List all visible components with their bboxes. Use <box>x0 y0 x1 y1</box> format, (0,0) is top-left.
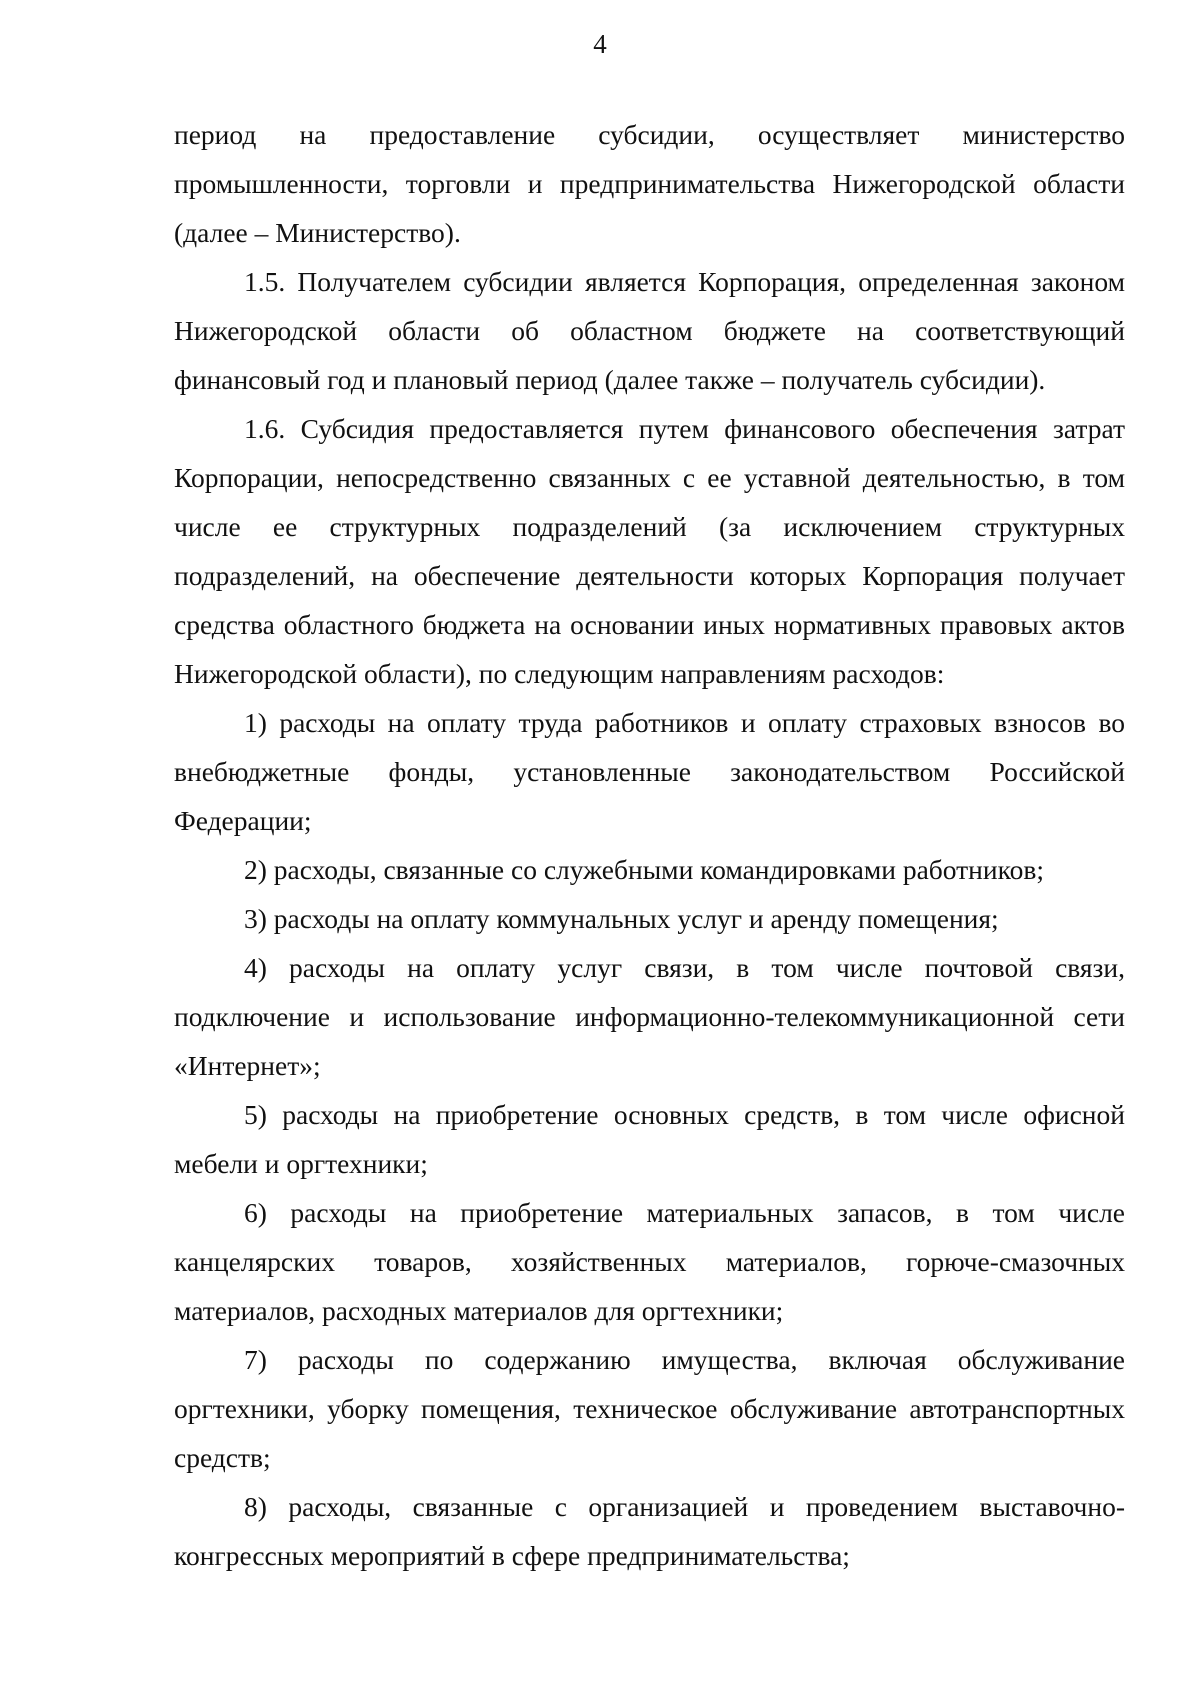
list-item-4: 4) расходы на оплату услуг связи, в том числе почтовой связи, подключение и использование информационно-телекоммуникационной сети «Интернет»; <box>174 952 1125 1081</box>
list-item-3: 3) расходы на оплату коммунальных услуг и аренду помещения; <box>244 903 999 934</box>
list-item-8: 8) расходы, связанные с организацией и проведением выставочно-конгрессных мероприятий в сфере предпринимательства; <box>174 1491 1125 1571</box>
list-item-2: 2) расходы, связанные со служебными командировками работников; <box>244 854 1044 885</box>
paragraph-continuation: период на предоставление субсидии, осуществляет министерство промышленности, торговли и предпринимательства Нижегородской области (далее – Министерство). <box>174 119 1125 248</box>
page-number: 4 <box>593 29 607 59</box>
list-item-7: 7) расходы по содержанию имущества, включая обслуживание оргтехники, уборку помещения, техническое обслуживание автотранспортных средств; <box>174 1344 1125 1473</box>
list-item-6: 6) расходы на приобретение материальных запасов, в том числе канцелярских товаров, хозяйственных материалов, горюче-смазочных материалов, расходных материалов для оргтехники; <box>174 1197 1125 1326</box>
paragraph-1-5: 1.5. Получателем субсидии является Корпорация, определенная законом Нижегородской области об областном бюджете на соответствующий финансовый год и плановый период (далее также – получатель субсидии). <box>174 266 1125 395</box>
list-item-5: 5) расходы на приобретение основных средств, в том числе офисной мебели и оргтехники; <box>174 1099 1125 1179</box>
list-item-1: 1) расходы на оплату труда работников и оплату страховых взносов во внебюджетные фонды, установленные законодательством Российской Федерации; <box>174 707 1125 836</box>
document-body <box>174 110 1125 1580</box>
paragraph-1-6: 1.6. Субсидия предоставляется путем финансового обеспечения затрат Корпорации, непосредственно связанных с ее уставной деятельностью, в том числе ее структурных подразделений (за исключением структурных подразделений, на обеспечение деятельности которых Корпорация получает средства областного бюджета на основании иных нормативных правовых актов Нижегородской области), по следующим направлениям расходов: <box>174 413 1125 689</box>
